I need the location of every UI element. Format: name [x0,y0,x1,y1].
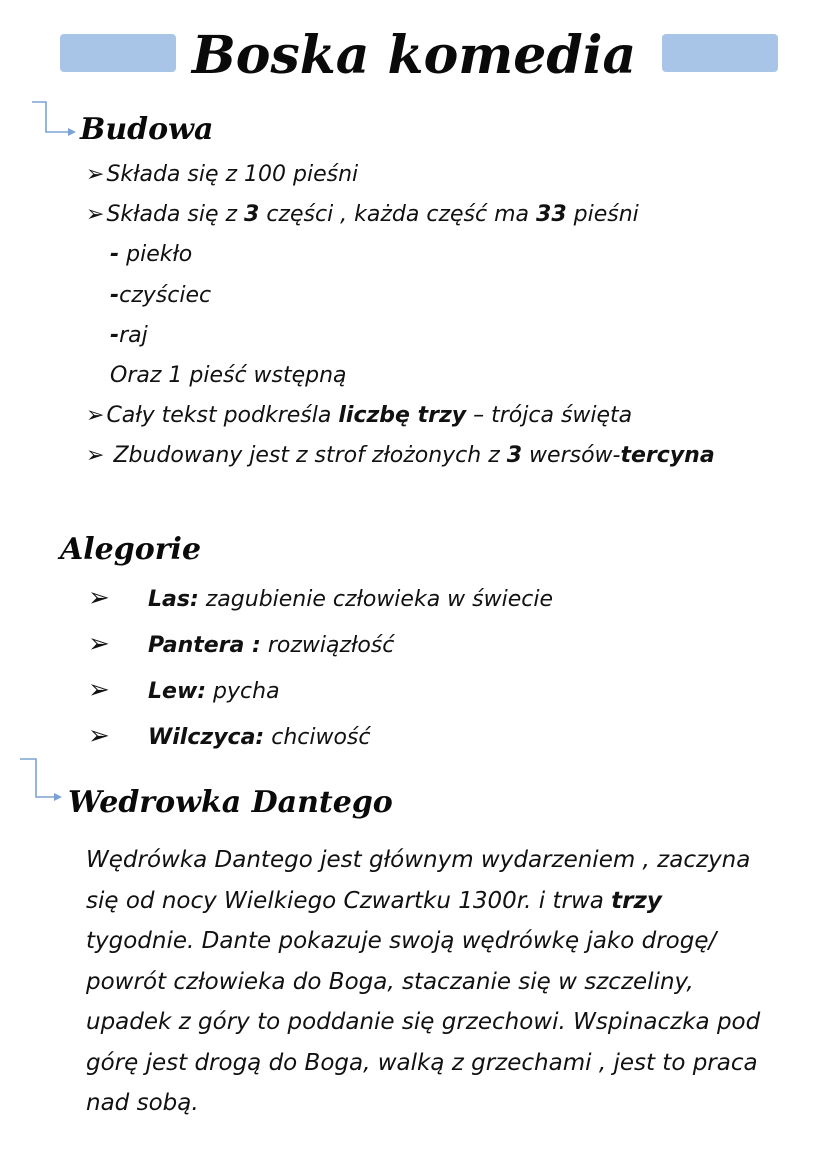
arrowhead-bullet-icon: ➢ [88,721,110,751]
arrowhead-bullet-icon: ➢ [86,202,105,227]
list-item: ➢Cały tekst podkreśla liczbę trzy – trójca święta [86,401,632,431]
elbow-arrow-icon [18,757,68,803]
sub-item: - piekło [110,242,193,267]
list-item: ➢ Zbudowany jest z strof złożonych z 3 wersów-tercyna [86,441,715,471]
allegory-item: Las: zagubienie człowieka w świecie [148,587,553,612]
arrowhead-bullet-icon: ➢ [86,403,105,428]
page-title: Boska komedia [191,25,637,86]
section-heading-alegorie: Alegorie [60,532,202,567]
section-heading-wedrowka: Wedrowka Dantego [68,785,393,820]
section-heading-budowa: Budowa [80,112,214,147]
title-decor-bar-left [60,34,176,72]
list-item: ➢Składa się z 3 części , każda część ma 33 pieśni [86,200,639,230]
allegory-item: Pantera : rozwiązłość [148,633,395,658]
sub-item: -raj [110,323,148,348]
title-decor-bar-right [662,34,778,72]
allegory-item: Wilczyca: chciwość [148,725,371,750]
arrowhead-bullet-icon: ➢ [86,443,105,468]
wedrowka-paragraph: Wędrówka Dantego jest głównym wydarzeniem , zaczyna się od nocy Wielkiego Czwartku 1300r. i trwa trzy tygodnie. Dante pokazuje swoją wędrówkę jako drogę/ powrót człowieka do Boga, staczanie się w szczeliny, upadek z góry to poddanie się grzechowi. Wspinaczka pod górę jest drogą do Boga, walką z grzechami , jest to praca nad sobą. [86,847,761,1116]
allegory-item: Lew: pycha [148,679,280,704]
arrowhead-bullet-icon: ➢ [88,583,110,613]
arrowhead-bullet-icon: ➢ [86,162,105,187]
arrowhead-bullet-icon: ➢ [88,629,110,659]
sub-item: Oraz 1 pieść wstępną [110,363,347,388]
elbow-arrow-icon [30,100,80,140]
list-item: ➢Składa się z 100 pieśni [86,160,358,190]
sub-item: -czyściec [110,283,212,308]
arrowhead-bullet-icon: ➢ [88,675,110,705]
